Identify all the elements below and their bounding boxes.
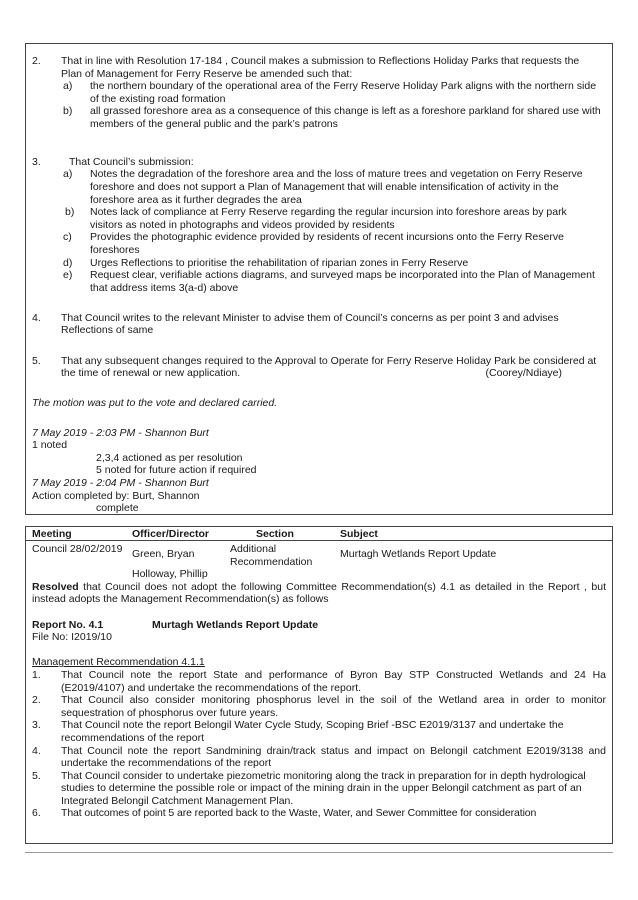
report-box	[25, 526, 613, 844]
item-number: 3.	[32, 155, 41, 168]
list-item	[32, 669, 606, 694]
sub-letter: b)	[65, 206, 75, 219]
cell-subject: Murtagh Wetlands Report Update	[340, 548, 497, 560]
item-text: That Council’s submission:	[69, 155, 194, 168]
item-number: 5.	[32, 354, 41, 367]
report-title: Murtagh Wetlands Report Update	[152, 618, 319, 631]
table-row	[32, 541, 606, 568]
list-item	[32, 807, 606, 820]
list-text: That Council also consider monitoring phosphorus level in the soil of the Wetland area in order to monitor sequestration of phosphorus over future years.	[61, 694, 606, 719]
list-number: 2.	[32, 694, 41, 707]
motion-result: The motion was put to the vote and declared carried.	[32, 397, 278, 410]
list-item	[32, 745, 606, 770]
log-complete: complete	[96, 502, 139, 515]
item-text: That Council writes to the relevant Minister to advise them of Council’s concerns as per point 3 and advises Reflections of same	[61, 311, 559, 337]
item-text: That in line with Resolution 17-184 , Council makes a submission to Reflections Holiday Parks that requests the Plan of Management for Ferry Reserve be amended such that:	[61, 55, 580, 80]
resolved-label: Resolved	[32, 580, 79, 593]
resolution-item-5	[32, 355, 602, 380]
header-subject: Subject	[340, 528, 378, 540]
list-item	[32, 719, 606, 744]
item-number: 4.	[32, 311, 41, 324]
log-actioned: 2,3,4 actioned as per resolution	[96, 451, 243, 464]
log-completed-by: Action completed by: Burt, Shannon	[32, 489, 200, 502]
movers: (Coorey/Ndiaye)	[485, 367, 562, 380]
sub-item-3a	[32, 168, 602, 206]
list-number: 6.	[32, 807, 41, 820]
log-entry-timestamp: 7 May 2019 - 2:03 PM - Shannon Burt	[32, 426, 209, 439]
list-item	[32, 694, 606, 719]
cell-meeting: Council 28/02/2019	[32, 543, 123, 555]
sub-text: the northern boundary of the operational area of the Ferry Reserve Holiday Park aligns with the northern side of the existing road formation	[90, 80, 597, 105]
list-text: That Council note the report Belongil Water Cycle Study, Scoping Brief -BSC E2019/3137 and undertake the recommendations of the report	[61, 719, 564, 744]
resolution-item-3	[32, 156, 602, 169]
header-meeting: Meeting	[32, 528, 72, 540]
header-officer: Officer/Director	[132, 528, 210, 540]
table-header	[26, 527, 612, 541]
sub-item-2b	[32, 105, 602, 130]
list-text: That Council note the report State and performance of Byron Bay STP Constructed Wetlands and 24 Ha (E2019/4107) and undertake the recommendations of the report.	[61, 668, 606, 694]
sub-letter: c)	[63, 231, 72, 244]
sub-item-3b	[32, 206, 602, 231]
header-section: Section	[256, 528, 294, 540]
sub-letter: a)	[63, 168, 73, 181]
sub-item-2a	[32, 80, 602, 105]
sub-text: Provides the photographic evidence provided by residents of recent incursions onto the Ferry Reserve foreshores	[90, 231, 564, 256]
resolution-continuation-box	[25, 43, 613, 515]
sub-item-3d	[32, 257, 602, 270]
item-text: That any subsequent changes required to the Approval to Operate for Ferry Reserve Holiday Park be considered at the time of renewal or new application.	[61, 354, 597, 380]
list-item	[32, 770, 606, 808]
resolved-paragraph	[32, 581, 606, 606]
log-entry-timestamp: 7 May 2019 - 2:04 PM - Shannon Burt	[32, 477, 209, 489]
sub-text: all grassed foreshore area as a consequence of this change is left as a foreshore parkland for shared use with members of the general public and the park’s patrons	[90, 105, 601, 130]
resolution-item-2	[32, 55, 602, 80]
resolved-text: that Council does not adopt the following Committee Recommendation(s) 4.1 as detailed in the Report , but instead adopts the Management Recommendation(s) as follows	[32, 580, 606, 606]
sub-text: Request clear, verifiable actions diagrams, and surveyed maps be incorporated into the Plan of Management that address items 3(a-d) above	[90, 269, 595, 294]
file-number: File No: I2019/10	[32, 631, 112, 644]
sub-text: Urges Reflections to prioritise the rehabilitation of riparian zones in Ferry Reserve	[90, 256, 469, 269]
sub-letter: e)	[63, 269, 73, 282]
sub-letter: b)	[63, 105, 73, 118]
list-number: 3.	[32, 719, 41, 732]
report-number: Report No. 4.1	[32, 618, 104, 631]
sub-text: Notes lack of compliance at Ferry Reserve regarding the regular incursion into foreshore areas by park visitors as noted in photographs and videos provided by residents	[90, 206, 567, 231]
list-text: That Council consider to undertake piezometric monitoring along the track in preparation for in depth hydrological studies to determine the possible role or impact of the mining drain in the upper Belongil catchment as part of an Integrated Belongil Catchment Management Plan.	[61, 769, 586, 807]
log-future: 5 noted for future action if required	[96, 464, 257, 477]
cell-officer-2: Holloway, Phillip	[132, 568, 208, 581]
list-number: 4.	[32, 744, 41, 757]
sub-text: Notes the degradation of the foreshore area and the loss of mature trees and vegetation on Ferry Reserve foreshore and does not support a Plan of Management that will enable intensification of activity in the foreshore area as it further degrades the area	[90, 168, 583, 206]
item-number: 2.	[32, 55, 41, 67]
list-text: That outcomes of point 5 are reported back to the Waste, Water, and Sewer Committee for consideration	[61, 807, 537, 820]
sub-item-3e	[32, 269, 602, 294]
log-noted: 1 noted	[32, 439, 68, 452]
resolution-item-4	[32, 312, 602, 337]
list-text: That Council note the report Sandmining drain/track status and impact on Belongil catchment E2019/3138 and undertake the recommendations of the report	[61, 744, 606, 770]
footer-divider	[25, 852, 613, 853]
sub-letter: a)	[63, 80, 73, 93]
sub-letter: d)	[63, 256, 73, 269]
cell-officer: Green, Bryan	[132, 548, 195, 560]
management-heading: Management Recommendation 4.1.1	[32, 656, 205, 669]
report-heading	[32, 619, 606, 632]
list-number: 5.	[32, 769, 41, 782]
sub-item-3c	[32, 231, 602, 256]
list-number: 1.	[32, 668, 41, 681]
cell-section: Additional Recommendation	[230, 543, 313, 568]
